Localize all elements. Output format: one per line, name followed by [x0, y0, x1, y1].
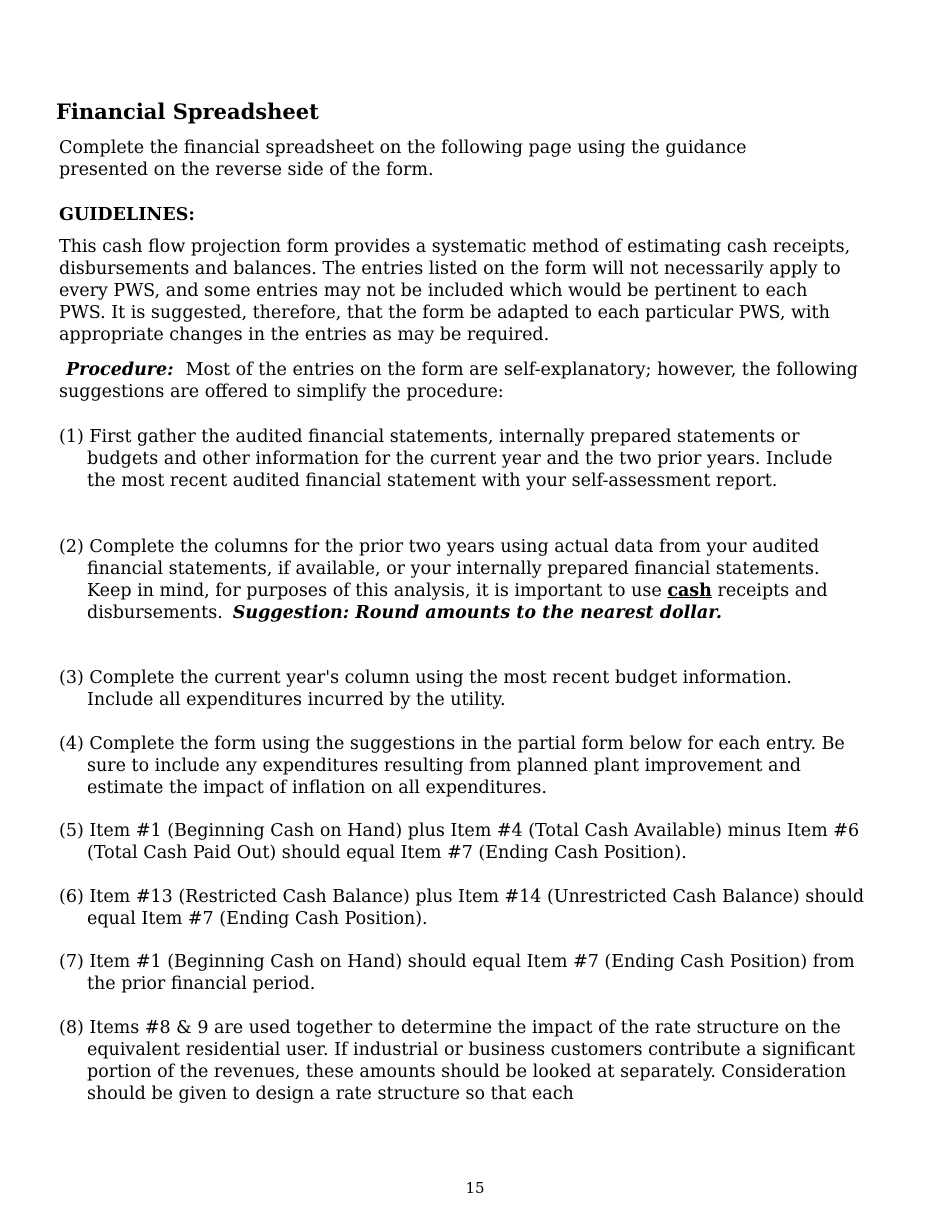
list-item-number: (5) — [59, 821, 84, 841]
list-item-text: First gather the audited financial statements, internally prepared statements or budgets and other information for the current year and the two prior years. Include the most recent audited financial statement with your self-assessment report. — [87, 427, 833, 491]
list-item-number: (8) — [59, 1018, 84, 1038]
list-item-number: (1) — [59, 427, 84, 447]
list-item-text: Item #13 (Restricted Cash Balance) plus Item #14 (Unrestricted Cash Balance) should equal Item #7 (Ending Cash Position). — [87, 887, 865, 929]
list-item-number: (4) — [59, 734, 84, 754]
list-item — [59, 886, 917, 930]
list-item — [59, 1017, 877, 1105]
list-item-text: Item #1 (Beginning Cash on Hand) plus Item #4 (Total Cash Available) minus Item #6 (Total Cash Paid Out) should equal Item #7 (Ending Cash Position). — [87, 821, 860, 863]
list-item-number: (2) — [59, 537, 84, 557]
list-item-text: Complete the form using the suggestions in the partial form below for each entry. Be sure to include any expenditures resulting from planned plant improvement and estimate the impact of inflation on all expenditures. — [87, 734, 845, 798]
list-item-number: (6) — [59, 887, 84, 907]
intro-paragraph: Complete the financial spreadsheet on the following page using the guidance presented on the reverse side of the form. — [59, 138, 747, 180]
list-item — [59, 951, 877, 995]
list-item-text: Items #8 & 9 are used together to determine the impact of the rate structure on the equivalent residential user. If industrial or business customers contribute a significant portion of the revenues, these amounts should be looked at separately. Consideration should be given to design a rate structure so that each — [87, 1018, 855, 1104]
list-item — [59, 733, 877, 799]
page-number: 15 — [465, 1179, 485, 1197]
procedure-label: Procedure: — [66, 360, 174, 380]
list-item — [59, 667, 847, 711]
list-item-number: (3) — [59, 668, 84, 688]
list-item — [59, 820, 877, 864]
page-title: Financial Spreadsheet — [56, 99, 319, 124]
list-item — [59, 426, 857, 492]
list-item-number: (7) — [59, 952, 84, 972]
list-item-text: Complete the columns for the prior two years using actual data from your audited financial statements, if available, or your internally prepared financial statements. Keep in mind, for purposes of this analysis, it is important to use — [87, 537, 820, 601]
guidelines-paragraph: This cash flow projection form provides a systematic method of estimating cash receipts, disbursements and balances. The entries listed on the form will not necessarily apply to every PWS, and some entries may not be included which would be pertinent to each PWS. It is suggested, therefore, that the form be adapted to each particular PWS, with appropriate changes in the entries as may be required. — [59, 237, 851, 345]
procedure-paragraph — [59, 359, 859, 403]
cash-emphasis: cash — [667, 581, 712, 601]
procedure-text: Most of the entries on the form are self-explanatory; however, the following suggestions are offered to simplify the procedure: — [59, 360, 858, 402]
list-item-text: Complete the current year's column using the most recent budget information. Include all expenditures incurred by the utility. — [87, 668, 792, 710]
list-item-text-after: receipts and disbursements. — [87, 581, 828, 623]
guidelines-heading: GUIDELINES: — [59, 205, 195, 225]
suggestion-note: Suggestion: Round amounts to the nearest dollar. — [232, 603, 722, 623]
list-item-text: Item #1 (Beginning Cash on Hand) should equal Item #7 (Ending Cash Position) from the prior financial period. — [87, 952, 855, 994]
list-item — [59, 536, 867, 624]
